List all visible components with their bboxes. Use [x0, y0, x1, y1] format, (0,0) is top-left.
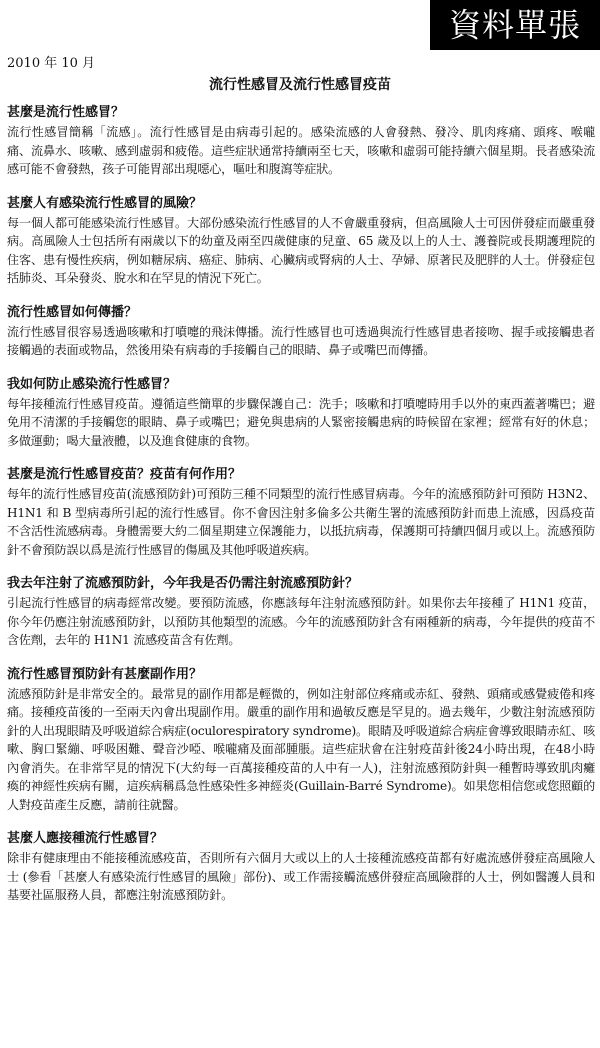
section-heading: 我如何防止感染流行性感冒？ — [7, 376, 177, 392]
section-heading: 我去年注射了流感預防針，今年我是否仍需注射流感預防針？ — [7, 576, 359, 591]
section-who-is-at-risk — [7, 195, 595, 288]
section-paragraph: 流感預防針是非常安全的。最常見的副作用都是輕微的，例如注射部位疼痛或赤紅、發熱、頭痛或感覺疲倦和疼痛。接種疫苗後的一至兩天內會出現副作用。嚴重的副作用和過敏反應是罕見的。過去幾年，少數注射流感預防針的人出現眼睛及呼吸道綜合病症(oculorespiratory syndrome)。眼睛及呼吸道綜合病症會導致眼睛赤紅、咳嗽、胸口緊繃、呼吸困難、聲音沙啞、喉嚨痛及面部腫脹。這些症狀會在注射疫苗針後24小時出現，在48小時內會消失。在非常罕見的情況下(大約每一百萬接種疫苗的人中有一人)，注射流感預防針與一種暫時導致肌肉癱瘓的神經性疾病有關，這疾病稱爲急性感染性多神經炎(Guillain-Barré Syndrome)。如果您相信您或您照顧的人對疫苗產生反應，請前往就醫。 — [7, 686, 595, 812]
section-heading: 流行性感冒如何傳播？ — [7, 304, 138, 320]
section-heading: 甚麼是流行性感冒？ — [7, 105, 125, 120]
section-prevention — [7, 376, 595, 451]
section-heading: 甚麼人有感染流行性感冒的風險？ — [7, 195, 203, 211]
section-paragraph: 每一個人都可能感染流行性感冒。大部份感染流行性感冒的人不會嚴重發病，但高風險人士可因併發症而嚴重發病。高風險人士包括所有兩歲以下的幼童及兩至四歲健康的兒童、65 歲及以上的人士、護養院或長期護理院的住客、患有慢性疾病，例如糖尿病、癌症、肺病、心臟病或腎病的人士、孕婦、原著民及肥胖的人士。併發症包括肺炎、耳朵發炎、脫水和在罕見的情況下死亡。 — [7, 215, 595, 285]
section-paragraph: 流行性感冒很容易透過咳嗽和打噴嚏的飛沫傳播。流行性感冒也可透過與流行性感冒患者接吻、握手或接觸患者接觸過的表面或物品，然後用染有病毒的手接觸自己的眼睛、鼻子或嘴巴而傳播。 — [7, 324, 595, 357]
document-type-banner: 資料單張 — [430, 0, 600, 50]
section-paragraph: 流行性感冒簡稱「流感」。流行性感冒是由病毒引起的。感染流感的人會發熱、發冷、肌肉疼痛、頭疼、喉嚨痛、流鼻水、咳嗽、感到虛弱和疲倦。這些症狀通常持續兩至七天，咳嗽和虛弱可能持續六個星期。長者感染流感可能不會發熱，孩子可能胃部出現噁心，嘔吐和腹瀉等症狀。 — [7, 125, 595, 176]
section-what-is-flu — [7, 104, 595, 179]
section-heading: 甚麼人應接種流行性感冒？ — [7, 831, 164, 846]
section-paragraph: 每年的流行性感冒疫苗(流感預防針)可預防三種不同類型的流行性感冒病毒。今年的流感預防針可預防 H3N2、H1N1 和 B 型病毒所引起的流行性感冒。你不會因注射多倫多公共衛生署的流感預防針而患上流感，因爲疫苗不含活性流感病毒。身體需要大約二個星期建立保護能力，以抵抗病毒，保護期可持續四個月或以上。流感預防針不會預防誤以爲是流行性感冒的傷風及其他呼吸道疾病。 — [7, 487, 595, 557]
document-title: 流行性感冒及流行性感冒疫苗 — [209, 77, 391, 93]
document-body — [7, 104, 595, 921]
section-heading: 甚麼是流行性感冒疫苗？疫苗有何作用？ — [7, 467, 242, 482]
section-heading: 流行性感冒預防針有甚麼副作用？ — [7, 666, 203, 682]
section-paragraph: 每年接種流行性感冒疫苗。遵循這些簡單的步驟保護自己：洗手；咳嗽和打噴嚏時用手以外的東西蓋著嘴巴；避免用不清潔的手接觸您的眼睛、鼻子或嘴巴；避免與患病的人緊密接觸患病的時候留在家裡；經常有好的休息；多做運動；喝大量液體，以及進食健康的食物。 — [7, 396, 595, 448]
section-what-is-vaccine — [7, 466, 595, 559]
section-annual-vaccination — [7, 575, 595, 650]
publication-date: 2010 年 10 月 — [7, 56, 96, 71]
section-who-should-get-vaccinated — [7, 830, 595, 905]
section-how-it-spreads — [7, 304, 595, 360]
section-paragraph: 引起流行性感冒的病毒經常改變。要預防流感，你應該每年注射流感預防針。如果你去年接種了 H1N1 疫苗，你今年仍應注射流感預防針，以預防其他類型的流感。今年的流感預防針含有兩種新的病毒，今年提供的疫苗不含佐劑，去年的 H1N1 流感疫苗含有佐劑。 — [7, 596, 595, 647]
section-paragraph: 除非有健康理由不能接種流感疫苗，否則所有六個月大或以上的人士接種流感疫苗都有好處流感併發症高風險人士 (參看「甚麼人有感染流行性感冒的風險」部份)、或工作需接觸流感併發症高風險群的人士，例如醫護人員和基要社區服務人員，都應注射流感預防針。 — [7, 851, 595, 902]
section-side-effects — [7, 666, 595, 815]
